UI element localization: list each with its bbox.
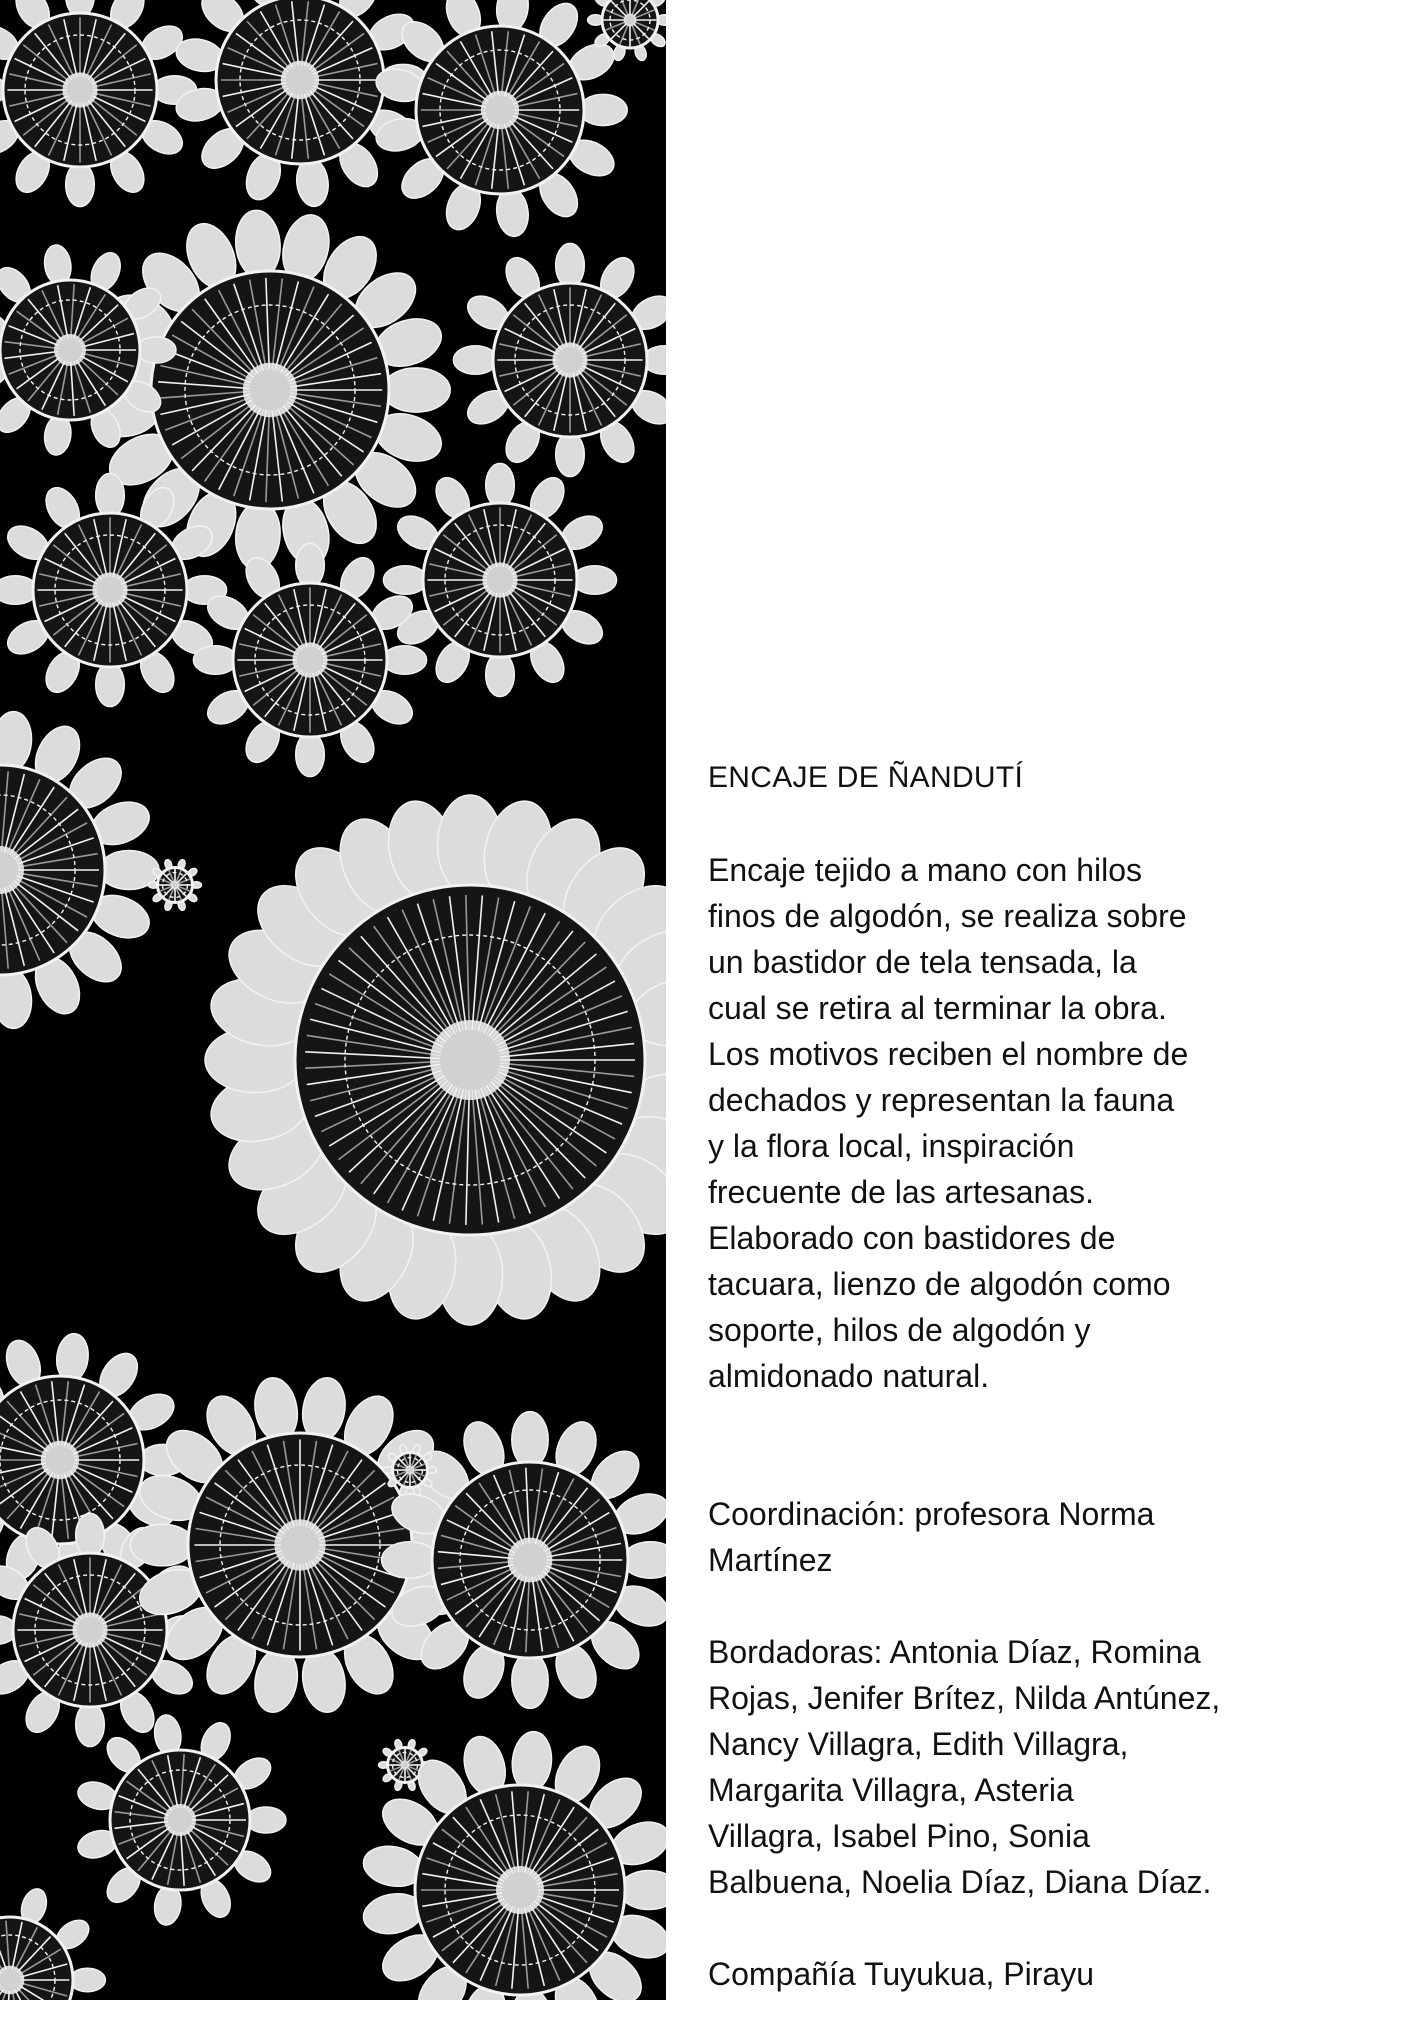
description-paragraph: Encaje tejido a mano con hilos finos de algodón, se realiza sobre un bastidor de tela tensada, la cual se retira al terminar la obra. Los motivos reciben el nombre de dechados y representan la fauna y la flora local, inspiración frecuente de las artesanas. Elaborado con bastidores de tacuara, lienzo de algodón como soporte, hilos de algodón y almidonado natural. — [708, 847, 1308, 1399]
lace-medallion — [0, 710, 159, 1030]
lace-medallion — [173, 0, 427, 208]
text-column — [708, 755, 1308, 2043]
lace-medallion — [75, 1713, 286, 1927]
lace-medallion — [0, 473, 227, 706]
lace-medallion — [0, 1886, 105, 2000]
nanduti-lace-image — [0, 0, 666, 2000]
lace-medallion — [0, 0, 197, 207]
embroiderers-credit: Bordadoras: Antonia Díaz, Romina Rojas, Jenifer Brítez, Nilda Antúnez, Nancy Villagra, Edith Villagra, Margarita Villagra, Asteria Villagra, Isabel Pino, Sonia Balbuena, Noelia Díaz, Diana Díaz. — [708, 1629, 1308, 1905]
lace-medallion — [453, 243, 666, 476]
credits-block — [708, 1445, 1308, 2043]
coordination-credit: Coordinación: profesora Norma Martínez — [708, 1491, 1308, 1583]
company-credit: Compañía Tuyukua, Pirayu — [708, 1951, 1308, 1997]
lace-medallion — [373, 0, 627, 238]
lace-medallion — [204, 794, 666, 1325]
page-title: ENCAJE DE ÑANDUTÍ — [708, 755, 1308, 801]
nanduti-lace-illustration-icon — [0, 0, 666, 2000]
